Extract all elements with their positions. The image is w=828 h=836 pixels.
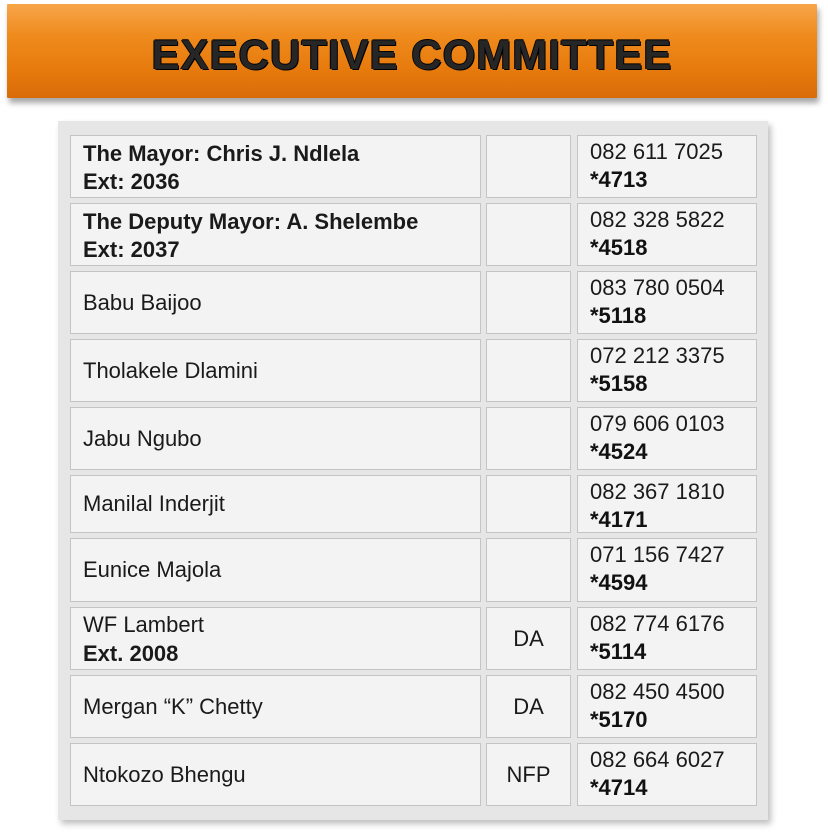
member-party: DA [513, 625, 544, 651]
member-extension: Ext: 2036 [83, 169, 180, 194]
member-speed-dial: *5158 [590, 371, 648, 396]
member-name: Mergan “K” Chetty [83, 693, 263, 719]
member-party-cell [486, 475, 571, 533]
member-phone-cell [577, 607, 757, 670]
member-name: Jabu Ngubo [83, 425, 202, 451]
member-phone-cell [577, 271, 757, 334]
member-party-cell [486, 675, 571, 738]
page-title: EXECUTIVE COMMITTEE [151, 31, 673, 78]
member-name-cell [70, 607, 481, 670]
member-extension: Ext: 2037 [83, 237, 180, 262]
member-party-cell [486, 271, 571, 334]
member-speed-dial: *4518 [590, 235, 648, 260]
member-name: Eunice Majola [83, 557, 222, 582]
member-name: Manilal Inderjit [83, 491, 225, 516]
member-party-cell [486, 135, 571, 198]
member-name: Babu Baijoo [83, 289, 202, 315]
member-party-cell [486, 607, 571, 670]
member-speed-dial: *5118 [590, 303, 647, 328]
member-phone: 072 212 3375 [590, 343, 725, 368]
member-party-cell [486, 339, 571, 402]
member-phone: 079 606 0103 [590, 411, 725, 436]
member-name-cell [70, 339, 481, 402]
member-phone-cell [577, 743, 757, 806]
member-name-cell [70, 475, 481, 533]
member-speed-dial: *4714 [590, 775, 648, 800]
member-name-cell [70, 538, 481, 602]
member-name-cell [70, 743, 481, 806]
member-party: NFP [506, 761, 551, 787]
member-party: DA [513, 693, 544, 719]
member-speed-dial: *5170 [590, 707, 648, 732]
member-phone: 082 450 4500 [590, 679, 725, 704]
member-phone-cell [577, 135, 757, 198]
member-phone-cell [577, 475, 757, 533]
member-phone-cell [577, 339, 757, 402]
member-name-cell [70, 407, 481, 470]
member-name-cell [70, 675, 481, 738]
title-banner [7, 4, 817, 98]
member-party-cell [486, 743, 571, 806]
member-phone-cell [577, 538, 757, 602]
member-phone: 082 328 5822 [590, 207, 725, 232]
member-phone: 083 780 0504 [590, 275, 725, 300]
member-phone: 082 774 6176 [590, 611, 725, 636]
member-phone-cell [577, 407, 757, 470]
member-phone: 082 367 1810 [590, 479, 725, 504]
member-name: Ntokozo Bhengu [83, 761, 246, 787]
member-speed-dial: *4713 [590, 167, 648, 192]
member-speed-dial: *4171 [590, 507, 648, 532]
member-name: WF Lambert [83, 612, 205, 637]
member-party-cell [486, 407, 571, 470]
member-speed-dial: *4594 [590, 570, 648, 595]
member-name: Tholakele Dlamini [83, 357, 258, 383]
member-phone-cell [577, 675, 757, 738]
member-speed-dial: *4524 [590, 439, 648, 464]
member-name-cell [70, 271, 481, 334]
member-phone: 071 156 7427 [590, 542, 725, 567]
member-name-cell [70, 203, 481, 266]
member-party-cell [486, 538, 571, 602]
member-extension: Ext. 2008 [83, 641, 179, 666]
member-speed-dial: *5114 [590, 639, 647, 664]
member-name: The Mayor: Chris J. Ndlela [83, 141, 360, 166]
member-phone: 082 611 7025 [590, 139, 723, 164]
member-phone: 082 664 6027 [590, 747, 725, 772]
member-name: The Deputy Mayor: A. Shelembe [83, 209, 419, 234]
member-party-cell [486, 203, 571, 266]
member-phone-cell [577, 203, 757, 266]
member-name-cell [70, 135, 481, 198]
